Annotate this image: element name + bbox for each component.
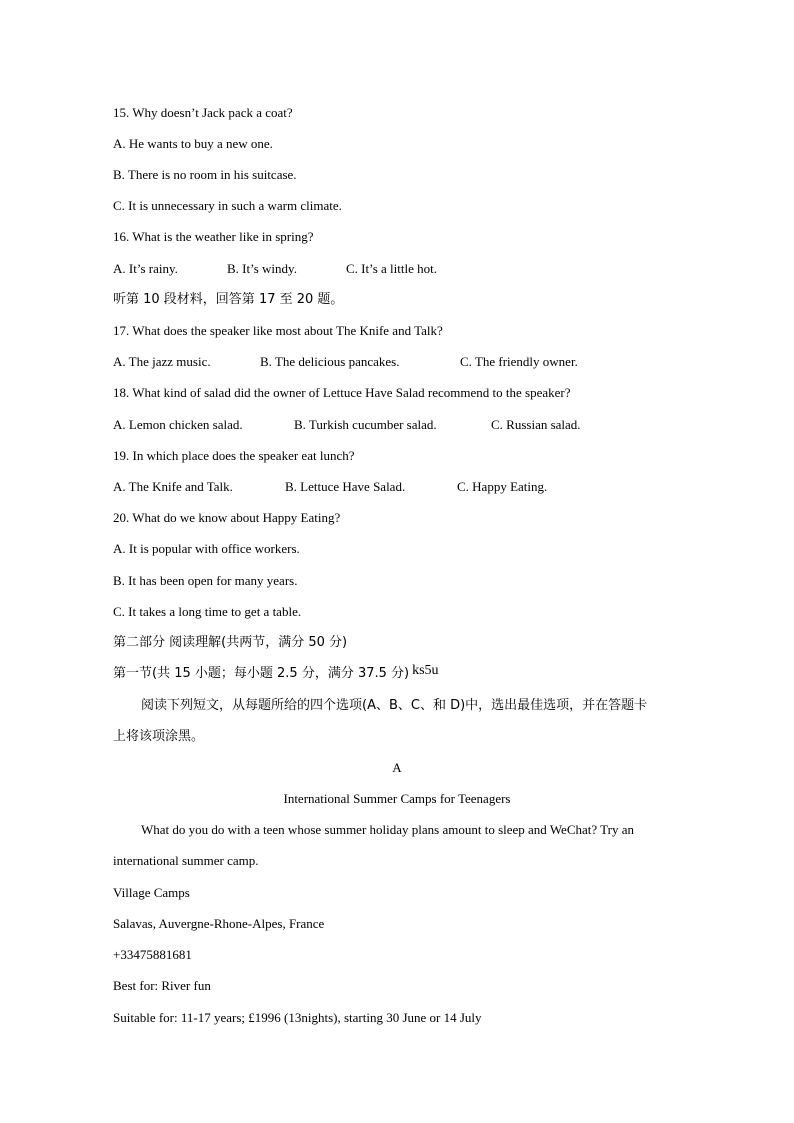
question-20-stem: 20. What do we know about Happy Eating? xyxy=(113,510,341,525)
question-18-option-c: C. Russian salad. xyxy=(491,417,581,432)
question-19-option-c: C. Happy Eating. xyxy=(457,479,548,494)
question-19-stem: 19. In which place does the speaker eat lunch? xyxy=(113,448,355,463)
watermark-text: ks5u xyxy=(412,663,439,678)
question-20-option-a: A. It is popular with office workers. xyxy=(113,541,300,556)
camp-suitable-for: Suitable for: 11-17 years; £1996 (13nights), starting 30 June or 14 July xyxy=(113,1010,482,1025)
reading-instruction-line-1: 阅读下列短文，从每题所给的四个选项(A、B、C、和 D)中，选出最佳选项，并在答题卡 xyxy=(141,698,648,713)
question-17-option-b: B. The delicious pancakes. xyxy=(260,354,400,369)
camp-phone: +33475881681 xyxy=(113,947,192,962)
camp-name: Village Camps xyxy=(113,885,190,900)
question-18-option-b: B. Turkish cucumber salad. xyxy=(294,417,437,432)
question-15-option-a: A. He wants to buy a new one. xyxy=(113,136,273,151)
section-1-title-text: 第一节(共 15 小题；每小题 2.5 分，满分 37.5 分) xyxy=(113,666,410,681)
part-2-title: 第二部分 阅读理解(共两节，满分 50 分) xyxy=(113,635,348,650)
question-18-option-a: A. Lemon chicken salad. xyxy=(113,417,243,432)
question-19-option-a: A. The Knife and Talk. xyxy=(113,479,233,494)
question-17-stem: 17. What does the speaker like most about The Knife and Talk? xyxy=(113,323,443,338)
question-17-option-a: A. The jazz music. xyxy=(113,354,211,369)
question-20-option-c: C. It takes a long time to get a table. xyxy=(113,604,302,619)
question-20-option-b: B. It has been open for many years. xyxy=(113,573,298,588)
question-16-stem: 16. What is the weather like in spring? xyxy=(113,229,314,244)
passage-intro-line-1: What do you do with a teen whose summer holiday plans amount to sleep and WeChat? Try an xyxy=(141,822,634,837)
camp-best-for: Best for: River fun xyxy=(113,978,211,993)
reading-instruction-line-2: 上将该项涂黑。 xyxy=(113,729,205,744)
camp-location: Salavas, Auvergne-Rhone-Alpes, France xyxy=(113,916,325,931)
question-15-option-b: B. There is no room in his suitcase. xyxy=(113,167,297,182)
question-16-option-a: A. It’s rainy. xyxy=(113,261,178,276)
question-15-stem: 15. Why doesn’t Jack pack a coat? xyxy=(113,105,293,120)
question-16-option-c: C. It’s a little hot. xyxy=(346,261,437,276)
question-17-option-c: C. The friendly owner. xyxy=(460,354,578,369)
passage-intro-line-2: international summer camp. xyxy=(113,853,259,868)
section-10-instruction: 听第 10 段材料，回答第 17 至 20 题。 xyxy=(113,292,344,307)
question-15-option-c: C. It is unnecessary in such a warm climate. xyxy=(113,198,342,213)
question-16-option-b: B. It’s windy. xyxy=(227,261,297,276)
question-18-stem: 18. What kind of salad did the owner of Lettuce Have Salad recommend to the speaker? xyxy=(113,385,571,400)
passage-title: International Summer Camps for Teenagers xyxy=(283,791,511,806)
question-19-option-b: B. Lettuce Have Salad. xyxy=(285,479,406,494)
section-1-title xyxy=(113,665,439,683)
passage-letter: A xyxy=(392,760,402,775)
